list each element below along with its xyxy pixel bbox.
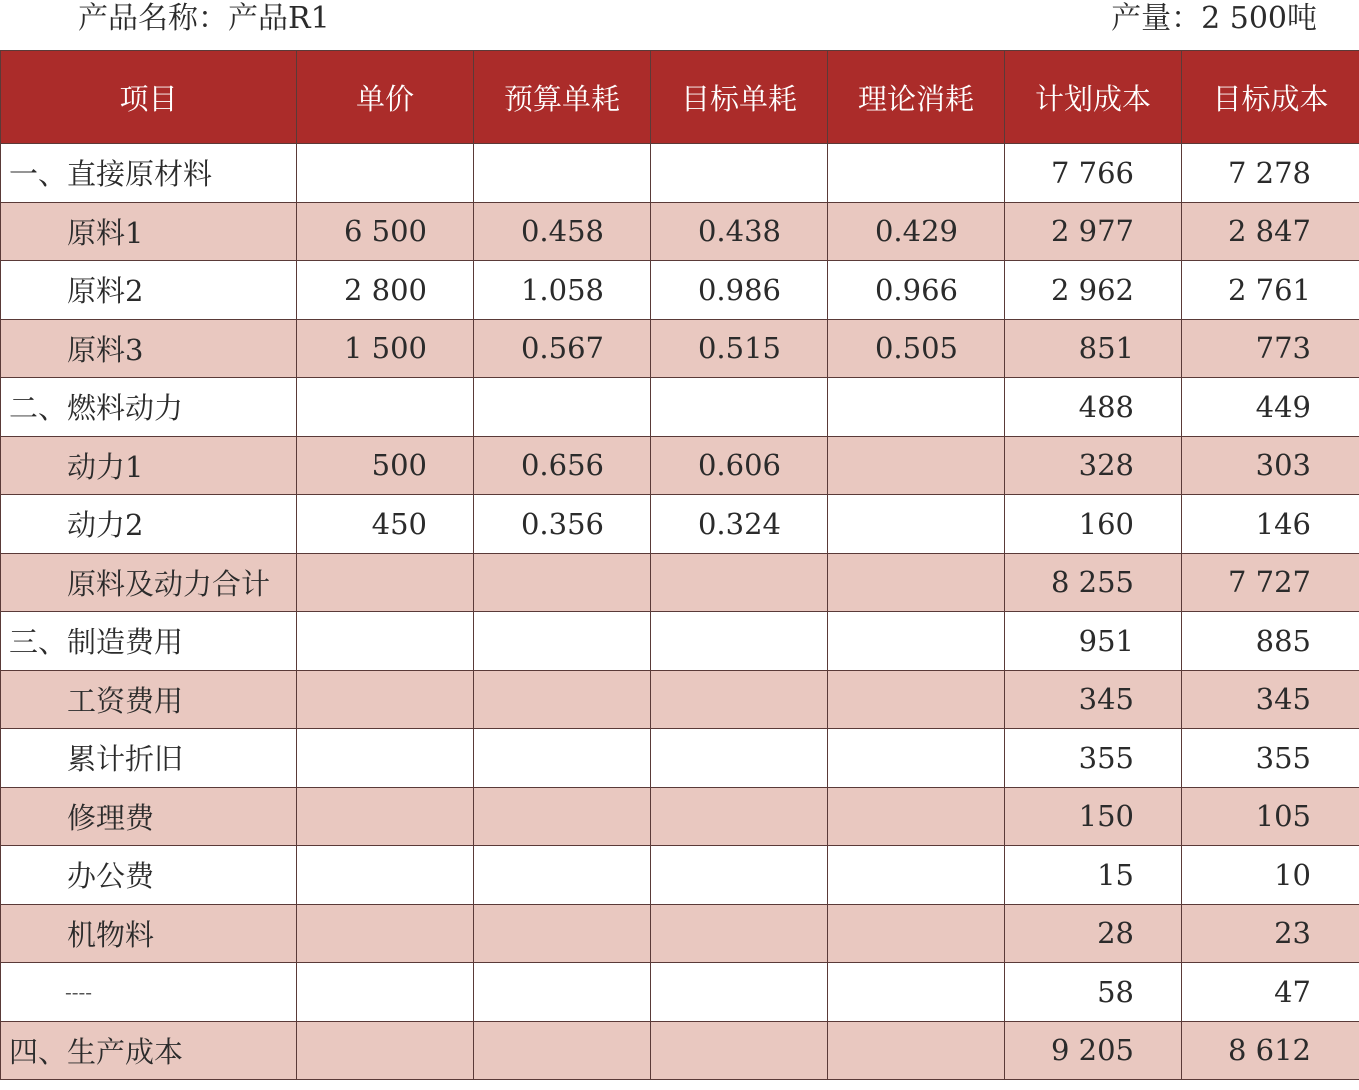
budget-consumption-cell	[474, 378, 651, 437]
unit-price-cell	[297, 729, 474, 788]
item-name-cell: 二、燃料动力	[1, 378, 297, 437]
budget-consumption-cell	[474, 846, 651, 905]
theoretical-consumption-cell	[828, 612, 1005, 671]
budget-consumption-cell	[474, 1021, 651, 1080]
unit-price-cell	[297, 904, 474, 963]
target-cost-cell: 105	[1182, 787, 1359, 846]
budget-consumption-cell: 0.567	[474, 319, 651, 378]
theoretical-consumption-cell	[828, 904, 1005, 963]
item-name-cell: 办公费	[1, 846, 297, 905]
theoretical-consumption-cell	[828, 553, 1005, 612]
target-consumption-cell	[651, 904, 828, 963]
product-name-label: 产品名称：产品R1	[78, 1, 330, 36]
theoretical-consumption-cell	[828, 846, 1005, 905]
item-name-cell: 四、生产成本	[1, 1021, 297, 1080]
item-name-cell: 原料2	[1, 261, 297, 320]
unit-price-cell: 1 500	[297, 319, 474, 378]
theoretical-consumption-cell	[828, 1021, 1005, 1080]
item-name-cell: 工资费用	[1, 670, 297, 729]
target-cost-cell: 7 727	[1182, 553, 1359, 612]
column-header-target-consumption: 目标单耗	[651, 51, 828, 144]
unit-price-cell: 450	[297, 495, 474, 554]
target-consumption-cell	[651, 144, 828, 203]
item-name-cell: 原料3	[1, 319, 297, 378]
target-cost-cell: 355	[1182, 729, 1359, 788]
theoretical-consumption-cell: 0.505	[828, 319, 1005, 378]
table-row	[1, 904, 1359, 963]
planned-cost-cell: 7 766	[1005, 144, 1182, 203]
unit-price-cell	[297, 144, 474, 203]
planned-cost-cell: 851	[1005, 319, 1182, 378]
target-consumption-cell: 0.515	[651, 319, 828, 378]
planned-cost-cell: 345	[1005, 670, 1182, 729]
target-cost-cell: 8 612	[1182, 1021, 1359, 1080]
target-consumption-cell: 0.986	[651, 261, 828, 320]
header-row	[1, 51, 1359, 144]
budget-consumption-cell	[474, 729, 651, 788]
unit-price-cell	[297, 612, 474, 671]
budget-consumption-cell	[474, 670, 651, 729]
target-consumption-cell	[651, 729, 828, 788]
theoretical-consumption-cell	[828, 495, 1005, 554]
unit-price-cell	[297, 963, 474, 1022]
planned-cost-cell: 58	[1005, 963, 1182, 1022]
item-name-cell: 动力2	[1, 495, 297, 554]
table-row	[1, 787, 1359, 846]
theoretical-consumption-cell: 0.429	[828, 202, 1005, 261]
theoretical-consumption-cell	[828, 436, 1005, 495]
target-consumption-cell	[651, 378, 828, 437]
unit-price-cell	[297, 553, 474, 612]
target-cost-cell: 885	[1182, 612, 1359, 671]
target-cost-cell: 2 847	[1182, 202, 1359, 261]
table-header	[1, 51, 1359, 144]
table-row	[1, 144, 1359, 203]
target-consumption-cell: 0.324	[651, 495, 828, 554]
theoretical-consumption-cell: 0.966	[828, 261, 1005, 320]
target-cost-cell: 10	[1182, 846, 1359, 905]
output-quantity-label: 产量：2 500吨	[1111, 1, 1317, 36]
planned-cost-cell: 15	[1005, 846, 1182, 905]
target-consumption-cell	[651, 612, 828, 671]
planned-cost-cell: 28	[1005, 904, 1182, 963]
theoretical-consumption-cell	[828, 670, 1005, 729]
unit-price-cell: 6 500	[297, 202, 474, 261]
budget-consumption-cell	[474, 144, 651, 203]
unit-price-cell	[297, 1021, 474, 1080]
target-cost-cell: 47	[1182, 963, 1359, 1022]
document-header	[0, 0, 1359, 46]
cost-table	[0, 50, 1359, 1080]
item-name-cell: 原料1	[1, 202, 297, 261]
table-row	[1, 436, 1359, 495]
table-row	[1, 378, 1359, 437]
target-consumption-cell: 0.438	[651, 202, 828, 261]
item-name-cell: 修理费	[1, 787, 297, 846]
planned-cost-cell: 9 205	[1005, 1021, 1182, 1080]
table-row	[1, 495, 1359, 554]
target-cost-cell: 303	[1182, 436, 1359, 495]
table-row	[1, 553, 1359, 612]
target-cost-cell: 345	[1182, 670, 1359, 729]
theoretical-consumption-cell	[828, 144, 1005, 203]
column-header-item: 项目	[1, 51, 297, 144]
budget-consumption-cell	[474, 787, 651, 846]
planned-cost-cell: 2 977	[1005, 202, 1182, 261]
theoretical-consumption-cell	[828, 378, 1005, 437]
budget-consumption-cell	[474, 612, 651, 671]
column-header-planned-cost: 计划成本	[1005, 51, 1182, 144]
column-header-theoretical-consumption: 理论消耗	[828, 51, 1005, 144]
planned-cost-cell: 355	[1005, 729, 1182, 788]
theoretical-consumption-cell	[828, 787, 1005, 846]
target-cost-cell: 773	[1182, 319, 1359, 378]
target-cost-cell: 449	[1182, 378, 1359, 437]
target-consumption-cell	[651, 963, 828, 1022]
planned-cost-cell: 160	[1005, 495, 1182, 554]
theoretical-consumption-cell	[828, 963, 1005, 1022]
column-header-unit-price: 单价	[297, 51, 474, 144]
target-cost-cell: 2 761	[1182, 261, 1359, 320]
unit-price-cell	[297, 378, 474, 437]
column-header-target-cost: 目标成本	[1182, 51, 1359, 144]
theoretical-consumption-cell	[828, 729, 1005, 788]
unit-price-cell	[297, 846, 474, 905]
budget-consumption-cell: 0.656	[474, 436, 651, 495]
budget-consumption-cell: 1.058	[474, 261, 651, 320]
item-name-cell: 机物料	[1, 904, 297, 963]
table-row	[1, 612, 1359, 671]
planned-cost-cell: 8 255	[1005, 553, 1182, 612]
target-consumption-cell	[651, 670, 828, 729]
unit-price-cell	[297, 670, 474, 729]
planned-cost-cell: 150	[1005, 787, 1182, 846]
table-row	[1, 846, 1359, 905]
item-name-cell: 原料及动力合计	[1, 553, 297, 612]
target-cost-cell: 23	[1182, 904, 1359, 963]
budget-consumption-cell	[474, 963, 651, 1022]
table-row	[1, 202, 1359, 261]
budget-consumption-cell	[474, 553, 651, 612]
target-consumption-cell	[651, 787, 828, 846]
item-name-cell: 动力1	[1, 436, 297, 495]
column-header-budget-consumption: 预算单耗	[474, 51, 651, 144]
target-consumption-cell	[651, 846, 828, 905]
table-row	[1, 261, 1359, 320]
table-row	[1, 963, 1359, 1022]
planned-cost-cell: 328	[1005, 436, 1182, 495]
target-consumption-cell	[651, 1021, 828, 1080]
unit-price-cell: 500	[297, 436, 474, 495]
unit-price-cell	[297, 787, 474, 846]
target-cost-cell: 146	[1182, 495, 1359, 554]
table-body	[1, 144, 1359, 1080]
target-consumption-cell	[651, 553, 828, 612]
target-cost-cell: 7 278	[1182, 144, 1359, 203]
item-name-cell: 累计折旧	[1, 729, 297, 788]
budget-consumption-cell: 0.356	[474, 495, 651, 554]
unit-price-cell: 2 800	[297, 261, 474, 320]
table-row	[1, 670, 1359, 729]
budget-consumption-cell	[474, 904, 651, 963]
planned-cost-cell: 951	[1005, 612, 1182, 671]
table-row	[1, 729, 1359, 788]
budget-consumption-cell: 0.458	[474, 202, 651, 261]
table-row	[1, 1021, 1359, 1080]
item-name-cell: ----	[1, 963, 297, 1022]
planned-cost-cell: 2 962	[1005, 261, 1182, 320]
table-row	[1, 319, 1359, 378]
item-name-cell: 一、直接原材料	[1, 144, 297, 203]
target-consumption-cell: 0.606	[651, 436, 828, 495]
item-name-cell: 三、制造费用	[1, 612, 297, 671]
planned-cost-cell: 488	[1005, 378, 1182, 437]
